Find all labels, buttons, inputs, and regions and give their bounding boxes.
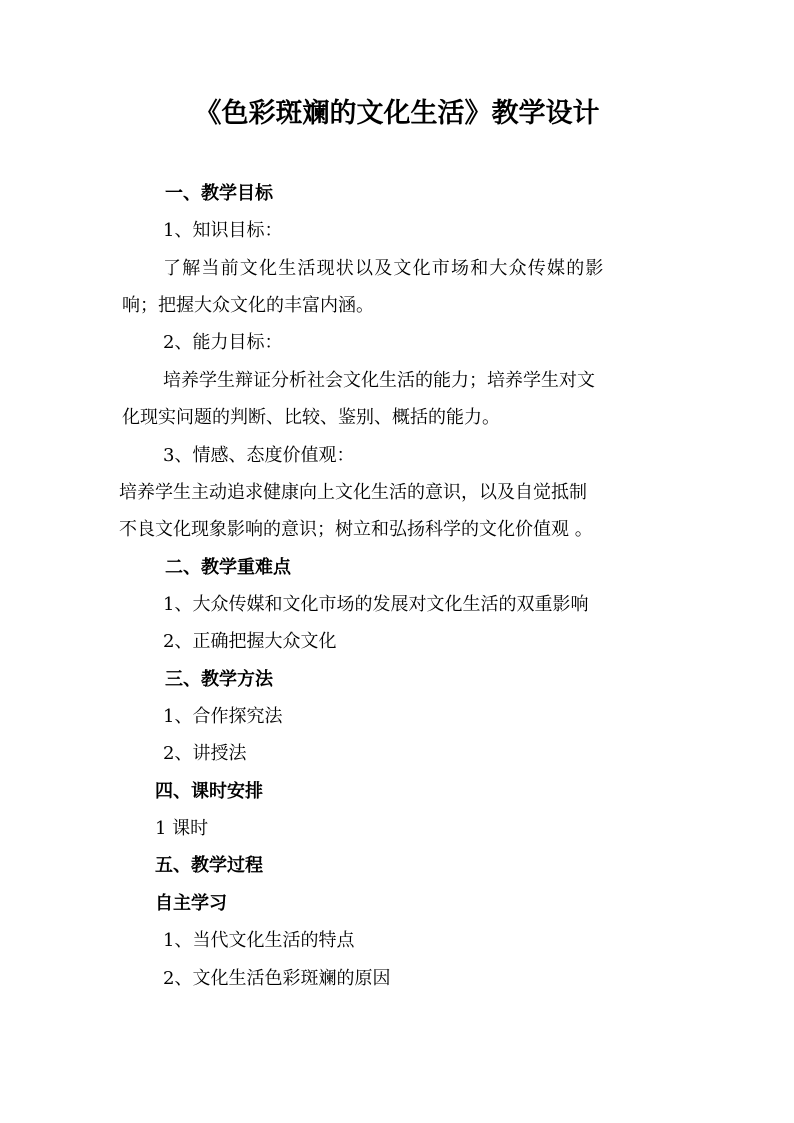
document-title: 《色彩斑斓的文化生活》教学设计 bbox=[194, 98, 600, 129]
section-1-item-1-label: 1、知识目标： bbox=[163, 220, 283, 241]
section-1-item-3-label: 3、情感、态度价值观： bbox=[163, 445, 355, 466]
section-1-item-2-text-line-1: 培养学生辩证分析社会文化生活的能力；培养学生对文 bbox=[163, 370, 595, 391]
section-5-heading: 五、教学过程 bbox=[155, 855, 263, 876]
section-1-item-2-text-line-2: 化现实问题的判断、比较、鉴别、概括的能力。 bbox=[122, 407, 500, 428]
section-4-text: 1 课时 bbox=[155, 818, 209, 839]
section-2-item-1: 1、大众传媒和文化市场的发展对文化生活的双重影响 bbox=[163, 594, 589, 615]
section-1-item-1-text-line-2: 响；把握大众文化的丰富内涵。 bbox=[122, 295, 374, 316]
section-3-heading: 三、教学方法 bbox=[165, 669, 273, 690]
section-1-item-3-text-line-1: 培养学生主动追求健康向上文化生活的意识，以及自觉抵制 bbox=[119, 482, 587, 503]
section-5-item-1: 1、当代文化生活的特点 bbox=[163, 930, 355, 951]
section-5-subheading: 自主学习 bbox=[155, 893, 227, 914]
section-1-item-3-text-line-2: 不良文化现象影响的意识；树立和弘扬科学的文化价值观 。 bbox=[119, 519, 593, 540]
section-1-item-2-label: 2、能力目标： bbox=[163, 332, 283, 353]
section-1-item-1-text-line-1: 了解当前文化生活现状以及文化市场和大众传媒的影 bbox=[163, 258, 605, 279]
section-1-heading: 一、教学目标 bbox=[165, 183, 273, 204]
section-3-item-1: 1、合作探究法 bbox=[163, 706, 283, 727]
section-5-item-2: 2、文化生活色彩斑斓的原因 bbox=[163, 968, 391, 989]
section-2-item-2: 2、正确把握大众文化 bbox=[163, 631, 337, 652]
section-3-item-2: 2、讲授法 bbox=[163, 743, 247, 764]
section-2-heading: 二、教学重难点 bbox=[165, 557, 291, 578]
section-4-heading: 四、课时安排 bbox=[155, 781, 263, 802]
